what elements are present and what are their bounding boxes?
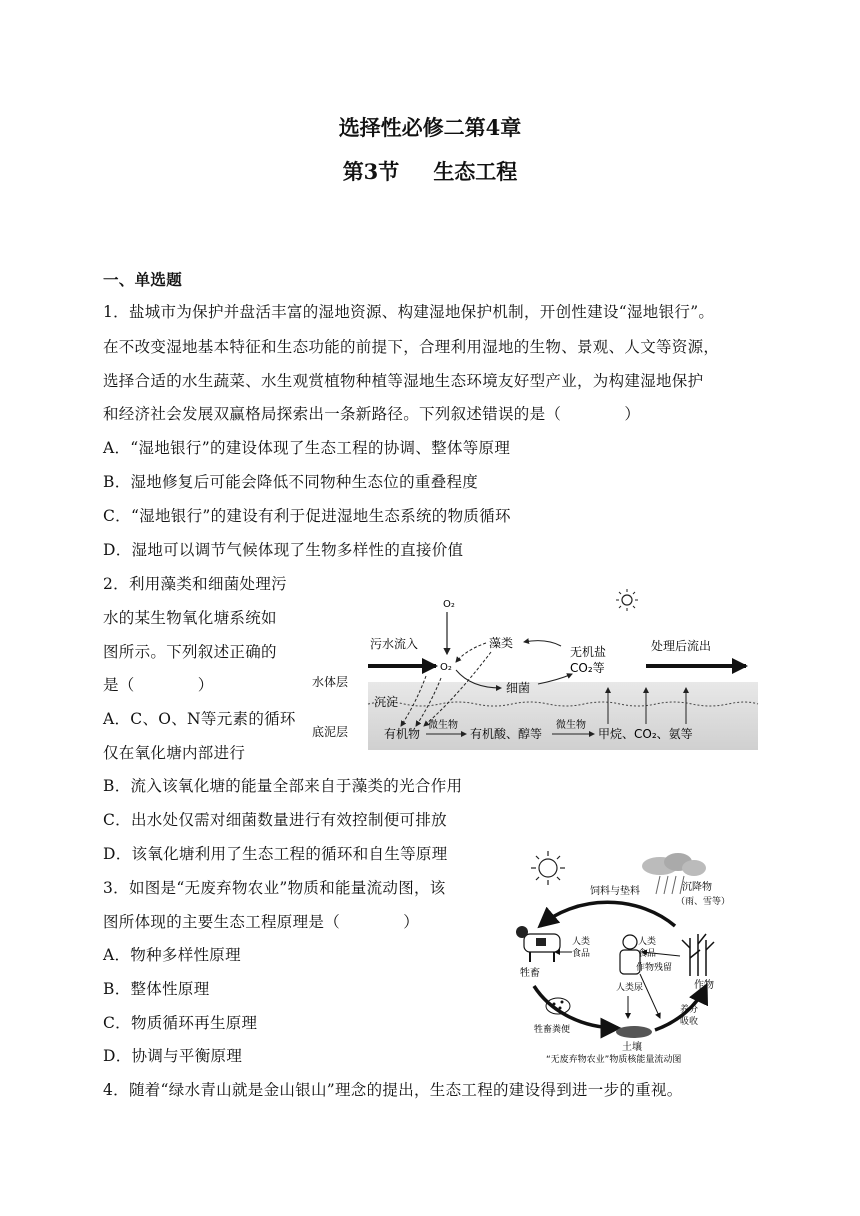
q2-option-a-cont: 仅在氧化塘内部进行 (103, 744, 246, 762)
inorganic-label: 无机盐 (570, 645, 607, 659)
chapter-title: 选择性必修二第4章 (338, 115, 522, 140)
human-food-label: 人类 (638, 937, 657, 947)
q1-option-d: D．湿地可以调节气候体现了生物多样性的直接价值 (103, 541, 464, 559)
no-waste-agriculture-diagram (510, 846, 756, 1066)
sun-icon (616, 589, 638, 611)
q1-stem-line: 1．盐城市为保护并盘活丰富的湿地资源、构建湿地保护机制，开创性建设“湿地银行”。 (103, 303, 715, 321)
q3-option-b: B．整体性原理 (103, 980, 210, 998)
q1-stem-line: 选择合适的水生蔬菜、水生观赏植物种植等湿地生态环境友好型产业，为构建湿地保护 (103, 372, 704, 390)
human-food-label: 人类 (572, 937, 591, 947)
q3-option-a: A．物种多样性原理 (103, 946, 241, 964)
section-number: 第3节 (342, 159, 400, 184)
o2-mid-label: O₂ (440, 662, 452, 673)
section-title (0, 156, 860, 186)
q2-option-d: D．该氧化塘利用了生态工程的循环和自生等原理 (103, 845, 448, 863)
residue-label: 作物残留 (636, 963, 673, 973)
absorb-label: 养分 (680, 1005, 699, 1015)
crop-icon (682, 934, 714, 976)
figure-caption: “无废弃物农业”物质核能量流动图 (546, 1055, 682, 1065)
q4-stem-line: 4．随着“绿水青山就是金山银山”理念的提出，生态工程的建设得到进一步的重视。 (103, 1081, 683, 1099)
water-layer-label: 水体层 (312, 675, 349, 689)
q1-stem-line: 和经济社会发展双赢格局探索出一条新路径。下列叙述错误的是（ ） (103, 405, 641, 423)
residue-arrow (640, 974, 660, 1018)
q1-option-b: B．湿地修复后可能会降低不同物种生态位的重叠程度 (103, 473, 479, 491)
soil-label: 土壤 (622, 1042, 642, 1053)
organic-label: 有机物 (384, 727, 421, 741)
crop-label: 作物 (694, 980, 714, 991)
q2-stem-line: 水的某生物氧化塘系统如 (103, 609, 277, 627)
human-food-label: 食品 (638, 949, 657, 959)
co2-label: CO₂等 (570, 661, 605, 675)
sun-icon (531, 851, 565, 885)
precip-label: 沉降物 (682, 882, 712, 893)
q1-option-a: A．“湿地银行”的建设体现了生态工程的协调、整体等原理 (103, 439, 511, 457)
oxidation-pond-diagram (306, 588, 764, 750)
q2-option-a: A．C、O、N等元素的循环 (103, 710, 296, 728)
microbe-label: 微生物 (428, 720, 458, 731)
urine-label: 人类尿 (616, 983, 644, 993)
q3-stem-line: 图所体现的主要生态工程原理是（ ） (103, 913, 420, 931)
section-name: 生态工程 (433, 159, 518, 184)
absorb-label: 吸收 (680, 1017, 699, 1027)
livestock-icon (516, 926, 560, 962)
o2-top-label: O₂ (443, 599, 455, 610)
q3-option-d: D．协调与平衡原理 (103, 1047, 243, 1065)
precip-sub-label: （雨、雪等） (676, 897, 731, 907)
gases-label: 甲烷、CO₂、氨等 (598, 727, 693, 741)
organic-acid-label: 有机酸、醇等 (470, 727, 543, 741)
inflow-label: 污水流入 (370, 637, 419, 651)
algae-label: 藻类 (489, 636, 514, 650)
algae-to-o2-arrow (456, 643, 486, 662)
livestock-label: 牲畜 (520, 968, 540, 979)
question-type-heading: 一、单选题 (103, 270, 183, 289)
bacteria-label: 细菌 (506, 681, 531, 695)
soil-icon (616, 1026, 652, 1038)
q2-stem-line: 是（ ） (103, 676, 214, 694)
microbe-label: 微生物 (556, 720, 586, 731)
q2-option-c: C．出水处仅需对细菌数量进行有效控制便可排放 (103, 811, 447, 829)
q2-stem-line: 2．利用藻类和细菌处理污 (103, 575, 287, 593)
manure-label: 牲畜粪便 (534, 1025, 571, 1035)
q1-option-c: C．“湿地银行”的建设有利于促进湿地生态系统的物质循环 (103, 507, 511, 525)
q3-option-c: C．物质循环再生原理 (103, 1014, 258, 1032)
inorganic-to-algae-arrow (524, 641, 561, 646)
q2-stem-line: 图所示。下列叙述正确的 (103, 643, 277, 661)
human-food-label: 食品 (572, 949, 591, 959)
feed-label: 饲料与垫料 (590, 886, 640, 897)
outflow-label: 处理后流出 (651, 639, 712, 653)
mud-layer-label: 底泥层 (312, 725, 349, 739)
feed-cycle-arrow (540, 902, 675, 926)
sediment-label: 沉淀 (374, 695, 399, 709)
q2-option-b: B．流入该氧化塘的能量全部来自于藻类的光合作用 (103, 777, 463, 795)
water-band (368, 682, 758, 750)
q1-stem-line: 在不改变湿地基本特征和生态功能的前提下，合理利用湿地的生物、景观、人文等资源， (103, 338, 720, 356)
q3-stem-line: 3．如图是“无废弃物农业”物质和能量流动图，该 (103, 879, 446, 897)
